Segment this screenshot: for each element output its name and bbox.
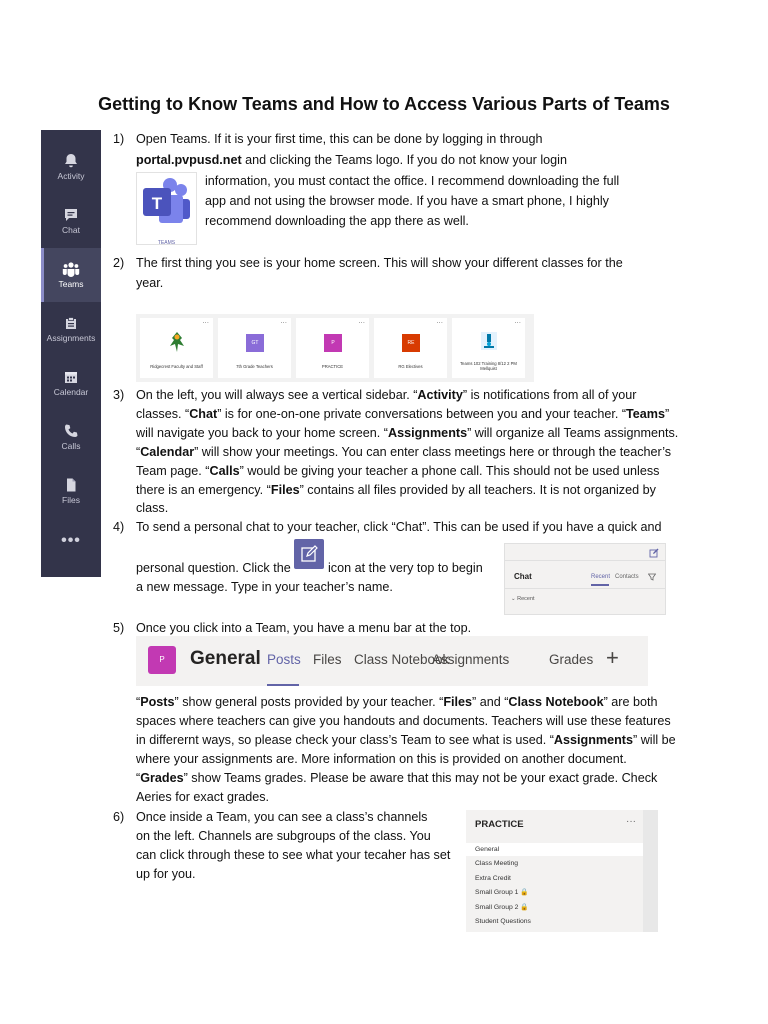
text: ” contains all files provided by all teachers. It is not organized by (299, 483, 656, 497)
text: ” and “ (472, 695, 509, 709)
step1-line1: Open Teams. If it is your first time, this can be done by logging in through (136, 132, 543, 146)
step3-line3 (136, 424, 678, 443)
team-tile-name: Ridgecrest Faculty and Staff (150, 364, 203, 369)
team-tile[interactable] (452, 318, 525, 378)
team-tile-name: PRACTICE (321, 364, 344, 369)
channel-title: General (190, 648, 261, 669)
bold-term: Files (270, 483, 300, 497)
tab-recent[interactable]: Recent (591, 574, 611, 580)
channel-item-student-questions[interactable]: Student Questions (475, 918, 531, 925)
filter-icon[interactable] (648, 573, 656, 581)
tab-files[interactable]: Files (313, 652, 342, 667)
step3-line7: class. (136, 501, 169, 515)
text: there is an emergency. “ (136, 483, 271, 497)
teams-logo (136, 172, 197, 245)
phone-icon (63, 423, 79, 439)
sidebar-item-label: Calendar (53, 387, 89, 397)
compose-icon (294, 539, 324, 569)
bold-term: Grades (140, 771, 184, 785)
text: ” will be (633, 733, 676, 747)
portal-link-text: portal.pvpusd.net (136, 153, 242, 167)
bell-icon (63, 153, 79, 169)
text: ” (665, 407, 670, 421)
mascot-icon (168, 330, 186, 354)
more-options-icon[interactable]: ... (202, 316, 209, 325)
step4-line2b: icon at the very top to begin (328, 561, 483, 575)
team-tile-name: Teams 102 Training 8/12 2 PM Mellquist (460, 361, 517, 371)
bold-term: Chat (189, 407, 218, 421)
team-tile-name: 7th Grade Teachers (236, 364, 273, 369)
step-number: 6) (113, 810, 125, 824)
teams-sidebar (41, 130, 101, 577)
team-avatar: P (148, 646, 176, 674)
scrollbar[interactable] (643, 810, 658, 932)
text: ” show general posts provided by your teacher. “ (174, 695, 444, 709)
step3-line5 (136, 462, 659, 481)
more-options-icon[interactable]: ... (280, 316, 287, 325)
step1-line3: information, you must contact the office. I recommend downloading the full (205, 174, 620, 188)
step5-para6: Aeries for exact grades. (136, 790, 269, 804)
compose-icon[interactable] (649, 548, 659, 558)
step5-para5 (136, 769, 657, 788)
step6-line4: up for you. (136, 867, 196, 881)
team-name: PRACTICE (475, 819, 524, 830)
bold-term: Class Notebook (508, 695, 604, 709)
team-tile[interactable] (296, 318, 369, 378)
calendar-icon (63, 369, 79, 385)
step6-line3: can click through these to see what your tecaher has set (136, 848, 451, 862)
text: “ (136, 695, 141, 709)
step2-line1: The first thing you see is your home screen. This will show your different classes for the (136, 256, 623, 270)
sidebar-item-chat[interactable] (41, 194, 101, 248)
text: Team page. “ (136, 464, 210, 478)
channels-panel-screenshot (466, 810, 658, 932)
text: On the left, you will always see a vertical sidebar. “ (136, 388, 418, 402)
tab-grades[interactable]: Grades (549, 652, 594, 667)
channel-item-small-group-2[interactable]: Small Group 2 🔒 (475, 904, 529, 911)
team-tile-name: RG Electives (398, 364, 423, 369)
divider (505, 560, 665, 561)
chat-title: Chat (514, 572, 532, 581)
text: ” show Teams grades. Please be aware that this may not be your exact grade. Check (183, 771, 658, 785)
teams-logo-icon (137, 173, 196, 233)
step3-line6 (136, 481, 656, 500)
add-tab-button[interactable]: + (606, 645, 619, 670)
divider (505, 588, 665, 589)
step5-para2: spaces where teachers can give you handouts and documents. Teachers will use these features (136, 714, 671, 728)
chat-icon (63, 207, 79, 223)
channel-item-extra-credit[interactable]: Extra Credit (475, 875, 511, 882)
teams-icon (62, 261, 80, 277)
more-options-icon[interactable]: ··· (626, 816, 636, 827)
text: ” is notifications from all of your (462, 388, 637, 402)
sidebar-item-calendar[interactable] (41, 356, 101, 410)
sidebar-item-assignments[interactable] (41, 302, 101, 356)
sidebar-item-label: Files (62, 495, 80, 505)
step-number: 4) (113, 520, 125, 534)
team-tile[interactable] (140, 318, 213, 378)
bold-term: Teams (626, 407, 665, 421)
bold-term: Calls (209, 464, 240, 478)
channel-item-small-group-1[interactable]: Small Group 1 🔒 (475, 889, 529, 896)
sidebar-item-label: Activity (57, 171, 85, 181)
step-number: 1) (113, 132, 125, 146)
step1-line4: app and not using the browser mode. If you have a smart phone, I highly (205, 194, 609, 208)
sidebar-item-activity[interactable] (41, 140, 101, 194)
home-tiles-screenshot (136, 314, 534, 382)
sidebar-item-label: Teams (58, 279, 84, 289)
step4-line1: To send a personal chat to your teacher, click “Chat”. This can be used if you have a quick and (136, 520, 662, 534)
channel-item-class-meeting[interactable]: Class Meeting (475, 860, 519, 867)
step3-line4 (136, 443, 671, 462)
step-number: 5) (113, 621, 125, 635)
svg-text:T: T (151, 194, 163, 213)
teams-logo-caption: TEAMS (157, 240, 176, 246)
step5-line1: Once you click into a Team, you have a menu bar at the top. (136, 621, 472, 635)
step1-line5: recommend downloading the app there as well. (205, 214, 469, 228)
tab-assignments[interactable]: Assignments (432, 652, 510, 667)
bold-term: Files (443, 695, 473, 709)
step5-para1 (136, 693, 658, 712)
tab-posts[interactable]: Posts (267, 652, 301, 667)
step5-para3 (136, 731, 676, 750)
tab-underline (591, 584, 609, 586)
text: ” will show your meetings. You can enter class meetings here or through the teacher’s (194, 445, 672, 459)
chat-panel-screenshot (504, 543, 666, 615)
text: ” are both (603, 695, 658, 709)
team-tile[interactable] (218, 318, 291, 378)
bold-term: Assignments (553, 733, 633, 747)
step5-para4: where your assignments are. More information on this is provided on another document. (136, 752, 627, 766)
team-avatar: RE (402, 334, 420, 352)
bold-term: Assignments (388, 426, 468, 440)
sidebar-item-label: Calls (61, 441, 81, 451)
step4-line2a: personal question. Click the (136, 561, 291, 575)
tab-class-notebook[interactable]: Class Notebook (354, 652, 450, 667)
tab-contacts[interactable]: Contacts (615, 574, 639, 580)
more-icon[interactable]: ••• (61, 532, 81, 549)
sidebar-item-files[interactable] (41, 464, 101, 518)
step1-line2 (136, 151, 567, 170)
text: will navigate you back to your home screen. “ (136, 426, 388, 440)
channel-item-general[interactable]: General (466, 843, 643, 856)
more-options-icon[interactable]: ... (358, 316, 365, 325)
active-tab-underline (267, 684, 299, 686)
more-options-icon[interactable]: ... (514, 316, 521, 325)
bold-term: Posts (140, 695, 175, 709)
team-avatar: P (324, 334, 342, 352)
sidebar-item-teams[interactable] (41, 248, 101, 302)
step3-line2 (136, 405, 669, 424)
sidebar-item-label: Chat (62, 225, 80, 235)
team-tile[interactable] (374, 318, 447, 378)
recent-section[interactable]: ⌄ Recent (511, 596, 535, 602)
file-icon (63, 477, 79, 493)
more-options-icon[interactable]: ... (436, 316, 443, 325)
text: “ (136, 771, 141, 785)
text: ” would be giving your teacher a phone call. This should not be used unless (239, 464, 660, 478)
text: classes. “ (136, 407, 190, 421)
text: in differernt ways, so please check your class’s Team to see what is used. “ (136, 733, 554, 747)
bold-term: Activity (417, 388, 463, 402)
microscope-icon (479, 330, 499, 352)
step-number: 3) (113, 388, 125, 402)
team-menu-bar (136, 636, 648, 686)
new-chat-button[interactable] (294, 539, 324, 569)
step6-line2: on the left. Channels are subgroups of the class. You (136, 829, 431, 843)
step3-line1 (136, 386, 636, 405)
text: ” is for one-on-one private conversations between you and your teacher. “ (217, 407, 627, 421)
assignments-icon (63, 315, 79, 331)
step2-line2: year. (136, 276, 164, 290)
step6-line1: Once inside a Team, you can see a class’s channels (136, 810, 428, 824)
sidebar-item-label: Assignments (46, 333, 96, 343)
step-number: 2) (113, 256, 125, 270)
text: “ (136, 445, 141, 459)
step4-line3: a new message. Type in your teacher’s name. (136, 580, 393, 594)
step1-line2-rest: and clicking the Teams logo. If you do not know your login (241, 153, 567, 167)
team-avatar: GT (246, 334, 264, 352)
text: ” will organize all Teams assignments. (467, 426, 679, 440)
page-title: Getting to Know Teams and How to Access Various Parts of Teams (98, 94, 670, 114)
bold-term: Calendar (140, 445, 195, 459)
sidebar-item-calls[interactable] (41, 410, 101, 464)
